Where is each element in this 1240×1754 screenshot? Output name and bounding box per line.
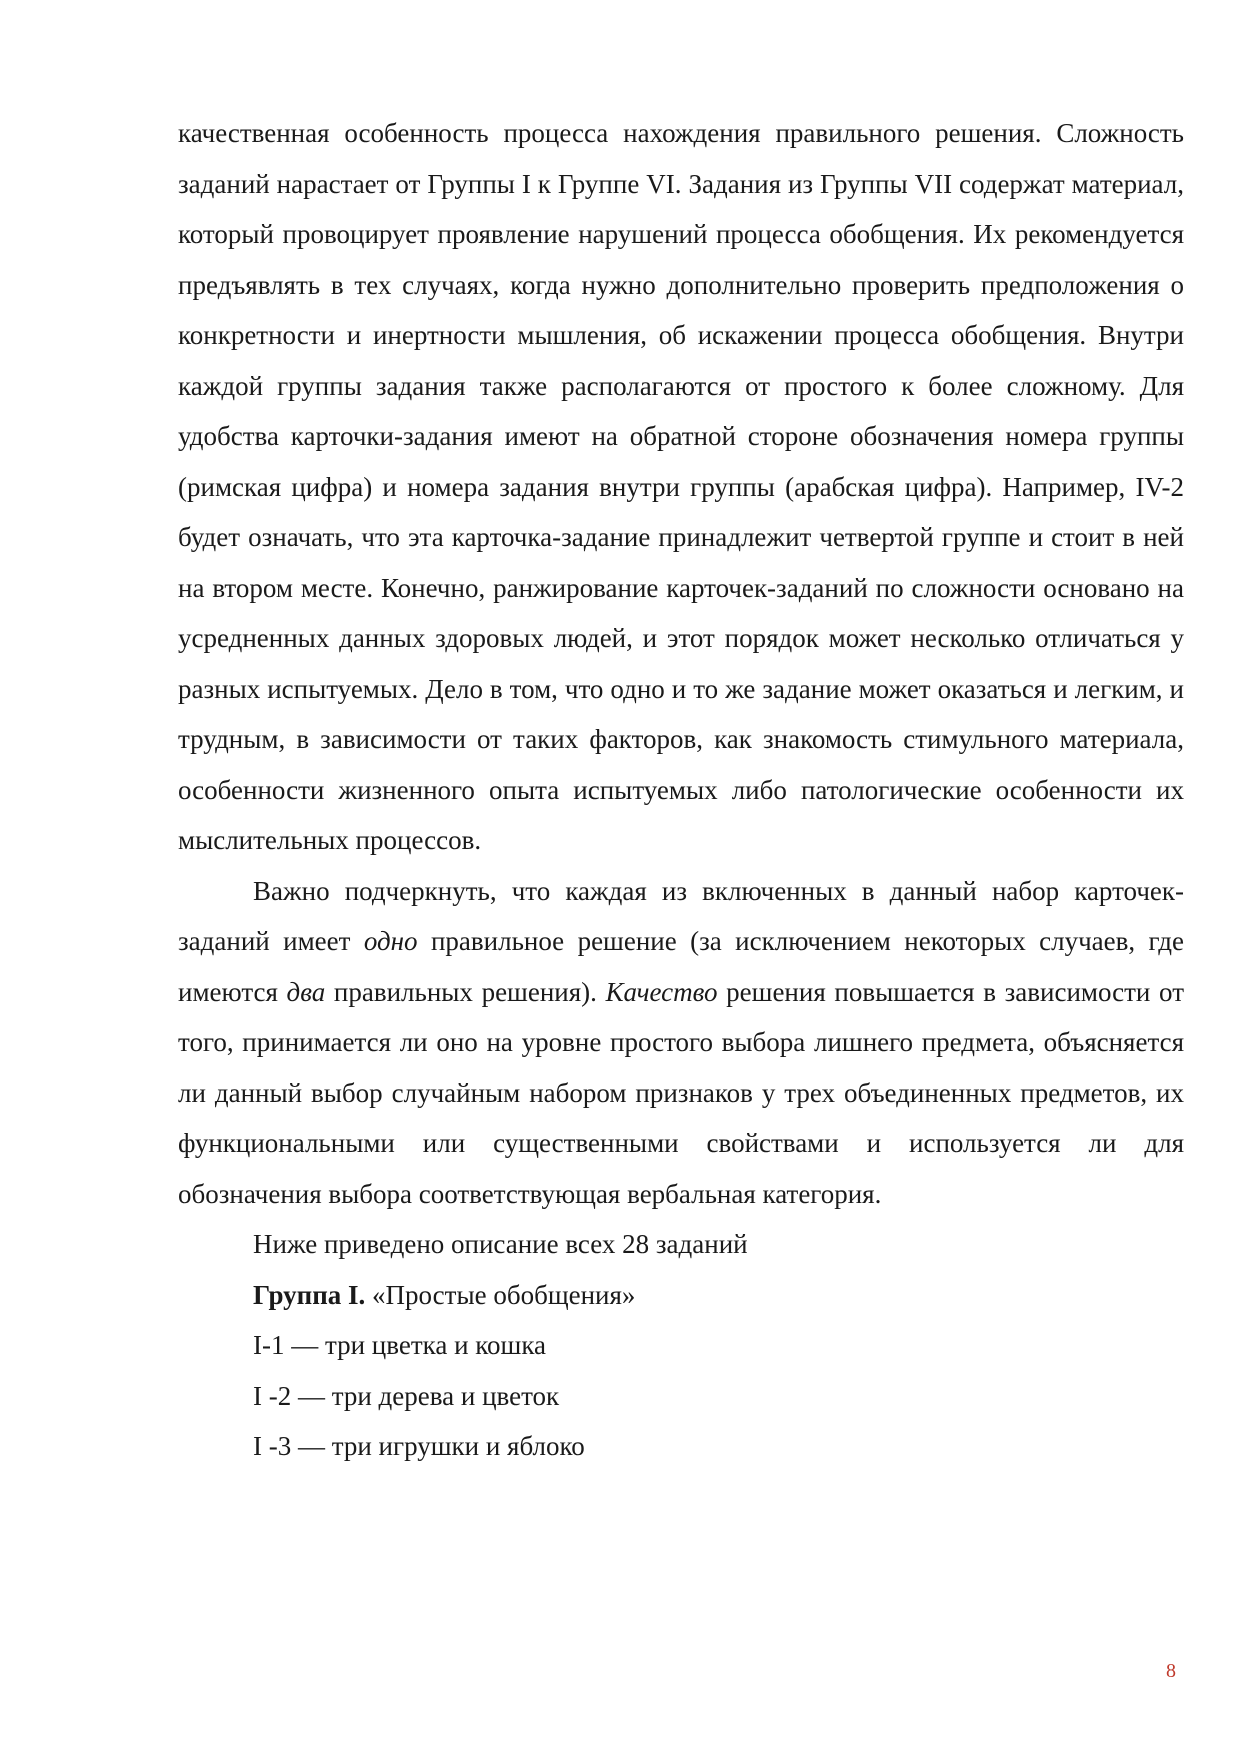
emphasis-two: два: [286, 976, 326, 1007]
page-number: 8: [1166, 1660, 1176, 1682]
group-heading-title: «Простые обобщения»: [365, 1279, 636, 1310]
paragraph-1: качественная особенность процесса нахождения правильного решения. Сложность заданий нарастает от Группы I к Группе VI. Задания из Группы VII содержат материал, который провоцирует проявление нарушений процесса обобщения. Их рекомендуется предъявлять в тех случаях, когда нужно дополнительно проверить предположения о конкретности и инертности мышления, об искажении процесса обобщения. Внутри каждой группы задания также располагаются от простого к более сложному. Для удобства карточки-задания имеют на обратной стороне обозначения номера группы (римская цифра) и номера задания внутри группы (арабская цифра). Например, IV-2 будет означать, что эта карточка-задание принадлежит четвертой группе и стоит в ней на втором месте. Конечно, ранжирование карточек-заданий по сложности основано на усредненных данных здоровых людей, и этот порядок может несколько отличаться у разных испытуемых. Дело в том, что одно и то же задание может оказаться и легким, и трудным, в зависимости от таких факторов, как знакомость стимульного материала, особенности жизненного опыта испытуемых либо патологические особенности их мыслительных процессов.: [178, 118, 1184, 855]
group-heading: [178, 1270, 1184, 1321]
paragraph-2: [178, 866, 1184, 1220]
group-heading-label: Группа I.: [253, 1279, 366, 1310]
task-item: I -3 — три игрушки и яблоко: [253, 1431, 585, 1461]
task-item: I -2 — три дерева и цветок: [253, 1380, 560, 1411]
task-item: I-1 — три цветка и кошка: [253, 1330, 547, 1360]
emphasis-quality: Качество: [605, 976, 718, 1007]
paragraph-2-part-2: правильное решение (за исключением некоторых случаев, где имеются: [178, 926, 1184, 1007]
paragraph-2-part-1: Важно подчеркнуть, что каждая из включенных в данный набор карточек-заданий имеет: [178, 875, 1184, 956]
paragraph-2-part-3: правильных решения).: [325, 976, 606, 1007]
page-content: [178, 108, 1184, 1472]
emphasis-one: одно: [363, 926, 418, 956]
paragraph-2-part-4: решения повышается в зависимости от того, принимается ли оно на уровне простого выбора лишнего предмета, объясняется ли данный выбор случайным набором признаков у трех объединенных предметов, их функциональными или существенными свойствами и используется ли для обозначения выбора соответствующая вербальная категория.: [178, 976, 1184, 1209]
intro-line: Ниже приведено описание всех 28 заданий: [253, 1229, 748, 1259]
